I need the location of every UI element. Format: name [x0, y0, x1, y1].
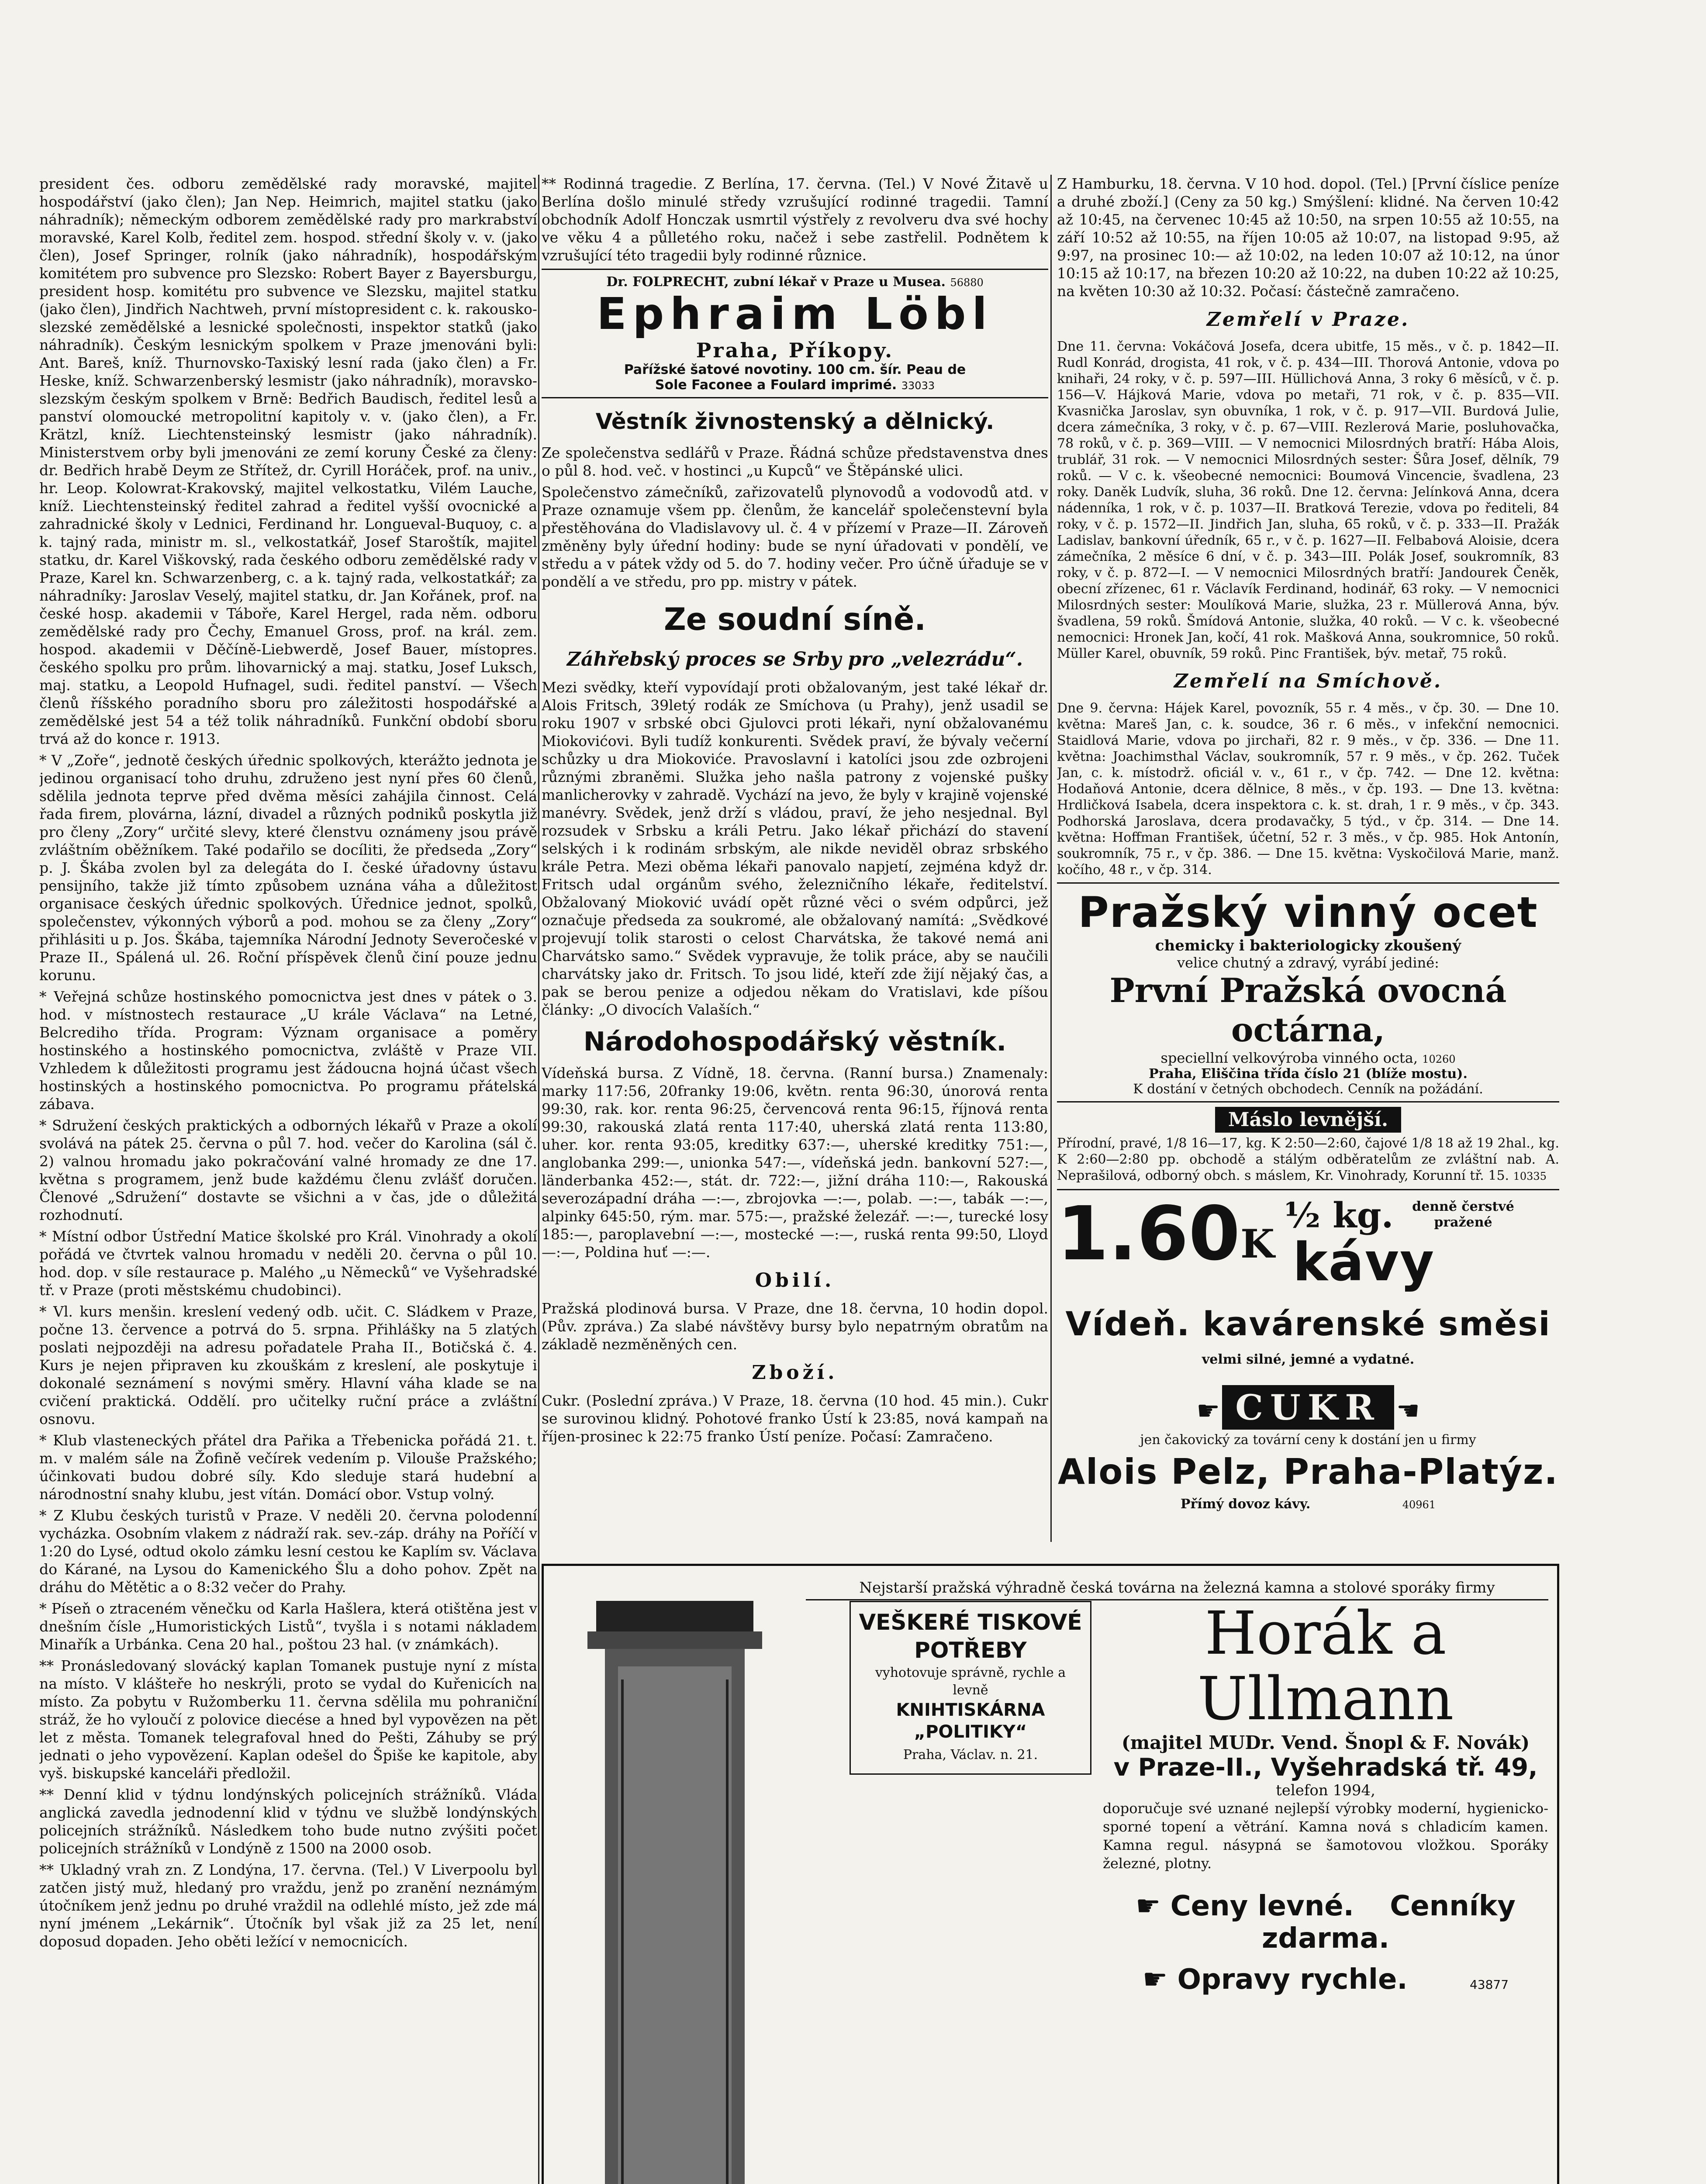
ephraim-name: Ephraim Löbl	[597, 288, 993, 339]
article-paragraph: Vídeňská bursa. Z Vídně, 18. června. (Ranní bursa.) Znamenaly: marky 117:56, 20franky 19:06, květn. renta 96:30, únorová renta 99:30, rak. kor. renta 96:25, červencová renta 96:15, říjnová renta 99:30, rakouská zlatá renta 117:40, uherská zlatá renta 113:80, uher. kor. renta 93:05, kreditky 637:—, uherské kreditky 751:—, anglobanka 299:—, unionka 547:—, vídeňská jedn. bankovní 527:—, länderbanka 452:—, stát. dr. 722:—, jižní dráha 110:—, Rakouská severozápadní dráha —:—, zbrojovka —:—, polab. —:—, tabák —:—, alpinky 645:50, rým. mar. 575:—, pražské železář. —:—, turecké losy 185:—, paroplavební —:—, mostecké —:—, ruská renta 99:50, Lloyd —:—, Poldina huť —:—.	[542, 1064, 1048, 1261]
article-paragraph: * Sdružení českých praktických a odborných lékařů v Praze a okolí svolává na pátek 25. června o půl 7. hod. večer do Karolina (sál č. 2) valnou hromadu jako pokračování valné hromady ze dne 17. května s programem, jenž bude každému členu zvlášť doručen. Členové „Sdružení“ dostavte se všichni a v čas, jde o důležitá rozhodnutí.	[39, 1117, 537, 1223]
stove-illustration	[561, 1592, 788, 2184]
kava-ad	[1057, 1191, 1559, 1382]
ocet-line: chemicky i bakteriologicky zkoušený	[1155, 937, 1461, 954]
folprecht-ad	[542, 274, 1048, 290]
stove-address: v Praze-II., Vyšehradská tř. 49,	[1113, 1753, 1538, 1782]
ocet-firm: První Pražská ovocná octárna,	[1109, 971, 1507, 1049]
smesi-title: Vídeň. kavárenské směsi	[1065, 1304, 1551, 1343]
stove-ceny: Ceny levné.	[1170, 1890, 1354, 1922]
ocet-line: velice chutný a zdravý, vyrábí jediné:	[1177, 954, 1439, 971]
ephraim-ad	[542, 290, 1048, 393]
ephraim-address: Praha, Příkopy.	[696, 339, 894, 362]
article-paragraph: * V „Zoře“, jednotě českých úřednic spolkových, kterážto jednota je jedinou organisací toho druhu, združeno jest nyní přes 60 členů, sdělila jednota teprve před dvěma měsíci zahájila činnost. Celá řada firem, plovárna, lázní, divadel a různých podniků poskytla již pro členy „Zory“ určité slevy, které členstvu oznámeny jsou právě zvláštním oběžníkem. Také podařilo se docíliti, že předseda „Zory“ p. J. Škába zvolen byl za delegáta do I. české úřadovny ústavu pensijního, takže již tímto způsobem uznána váha a důležitost organisace českých úřednic spolkových. Úřednice jednot, spolků, společenstev, výkonných výborů a pod. mohou se za členy „Zory“ přihlásiti u p. Jos. Škába, tajemníka Národní Jednoty Severočeské v Praze II., Spálená ul. 26. Roční příspěvek členů činí pouze jednu korunu.	[39, 752, 537, 984]
kava-price: 1.60	[1057, 1191, 1240, 1277]
kava-weight: ½ kg.	[1284, 1195, 1394, 1236]
pelz-row	[1057, 1496, 1559, 1512]
article-paragraph: * Z Klubu českých turistů v Praze. V neděli 20. června polodenní vycházka. Osobním vlakem z nádraží rak. sev.-záp. dráhy na Poříčí v 1:20 do Lysé, odtud okolo zámku lesní cestou ke Kaplím sv. Václava do Kárané, na Lysou do Kamenického Šlu a doho pohov. Zpět na dráhu do Mětětic a o 8:32 večer do Prahy.	[39, 1507, 537, 1596]
article-paragraph: * Veřejná schůze hostinského pomocnictva jest dnes v pátek o 3. hod. v místnostech restaurace „U krále Václava“ na Letné, Belcrediho třída. Program: Význam organisace a poměry hostinského a hostinského pomocnictva, zvláště v Praze VII. Vzhledem k důležitosti programu jest žádoucna hojná účast všech hostinských a hostinského pomocnictva. Po programu přátelská zábava.	[39, 988, 537, 1113]
divider	[1057, 882, 1559, 884]
ocet-title: Pražský vinný ocet	[1078, 888, 1538, 937]
ephraim-line: Pařížské šatové novotiny. 100 cm. šír. Peau de	[624, 362, 966, 377]
section-heading: Národohospodářský věstník.	[583, 1026, 1007, 1057]
cukr-text: jen čakovický za tovární ceny k dostání jen u firmy	[1140, 1432, 1476, 1448]
article-heading: Záhřebský proces se Srby pro „velezrádu“.	[566, 648, 1023, 670]
cukr-banner	[1057, 1385, 1559, 1430]
maslo-number: 10335	[1513, 1170, 1547, 1182]
article-paragraph: ** Pronásledovaný slovácký kaplan Tomanek pustuje nyní z místa na místo. V klášteře ho neskrýli, proto se vydal do Kuřenicích na místo. Za pobytu v Ružomberku 11. června sdělila mu pohraniční stráž, že ho vyloučí z polovice diecése a hned byl vypovězen na pět let z města. Tomanek telegrafoval hned do Pešti, Záhuby se prý jednati o jeho vypovězení. Kaplan odešel do Špiše ke kapitole, aby vyš. biskupské kanceláři předložil.	[39, 1657, 537, 1782]
article-paragraph: * Klub vlasteneckých přátel dra Pařika a Třebenicka pořádá 21. t. m. v malém sále na Žofině večírek vedením p. Vilouše Pražského; účinkovati budou dobré síly. Kdo sleduje stará hudební a národnostní snahy klubu, jest vítán. Domácí obor. Vstup volný.	[39, 1432, 537, 1503]
ocet-line: K dostání v četných obchodech. Cenník na požádání.	[1133, 1082, 1483, 1097]
print-box-address: Praha, Václav. n. 21.	[903, 1747, 1038, 1762]
section-heading: Ze soudní síně.	[663, 601, 926, 637]
ocet-line: Praha, Eliščina třída číslo 21 (blíže mostu).	[1149, 1066, 1468, 1082]
section-heading: Věstník živnostenský a dělnický.	[595, 409, 995, 434]
subsection-heading: Obilí.	[755, 1269, 835, 1292]
ocet-number: 10260	[1422, 1053, 1456, 1065]
ocet-line-row	[1057, 1050, 1559, 1066]
article-paragraph: * Místní odbor Ústřední Matice školské pro Král. Vinohrady a okolí pořádá ve čtvrtek valnou hromadu v neděli 20. června o půl 10. hod. dop. v síle restaurace p. Malého „u Německů“ ve Vyšehradské tř. v Praze (proti městskému chudobinci).	[39, 1228, 537, 1299]
print-box-firm: KNIHTISKÁRNA „POLITIKY“	[896, 1700, 1045, 1742]
stove-opravy: Opravy rychle.	[1177, 1963, 1408, 1996]
stove-ad-top-line: Nejstarší pražská výhradně česká továrna na železná kamna a stolové sporáky firmy	[806, 1579, 1548, 1600]
article-paragraph: Pražská plodinová bursa. V Praze, dne 18. června, 10 hodin dopol. (Pův. zpráva.) Za slabé návštěvy bursy bylo nepatrným obratům na základě nezměněných cen.	[542, 1300, 1048, 1353]
smesi-sub: velmi silné, jemné a vydatné.	[1202, 1352, 1415, 1367]
section-heading: Zemřelí v Praze.	[1206, 308, 1410, 331]
article-paragraph	[1057, 1135, 1559, 1185]
divider	[1057, 1189, 1559, 1190]
kava-word: kávy	[1293, 1232, 1435, 1293]
section-heading: Zemřelí na Smíchově.	[1174, 670, 1443, 692]
column-rule	[1050, 175, 1052, 1542]
article-paragraph: * Píseň o ztraceném věnečku od Karla Hašlera, která otištěna jest v dnešním čísle „Humoristických Listů“, tvyšla i s notami nákladem Minařík a Urbánka. Cena 20 hal., poštou 23 hal. (v známkách).	[39, 1600, 537, 1653]
maslo-heading-row	[1057, 1107, 1559, 1133]
ephraim-number: 33033	[901, 380, 935, 392]
kava-fresh: denně čerstvé pražené	[1412, 1199, 1514, 1230]
ocet-ad	[1057, 888, 1559, 1097]
column-rule	[538, 175, 539, 2184]
article-paragraph: Cukr. (Poslední zpráva.) V Praze, 18. června (10 hod. 45 min.). Cukr se surovinou klidný. Pohotové franko Ústí k 23:85, nová kampaň na říjen-prosinec k 22:75 franko Ústí peníze. Počasí: Zamračeno.	[542, 1392, 1048, 1445]
subsection-heading: Zboží.	[752, 1362, 838, 1384]
article-paragraph: Dne 11. června: Vokáčová Josefa, dcera ubitfe, 15 měs., v č. p. 1842—II. Rudl Konrád, drogista, 41 rok, v č. p. 434—III. Thorová Antonie, vdova po knihaři, 24 roky, v č. p. 597—III. Hüllichová Anna, 3 roky 6 měsíců, v č. p. 156—V. Hájková Marie, vdova po metaři, 71 rok, v č. p. 835—VII. Kvasnička Jaroslav, syn obuvníka, 1 rok, v č. p. 917—VII. Burdová Julie, dcera zámečníka, 3 roky, v č. p. 67—VIII. Rezlerová Marie, posluhovačka, 78 roků, v č. p. 369—VIII. — V nemocnici Milosrdných bratří: Hába Alois, trublář, 31 rok. — V nemocnici Milosrdných sester: Šůra Josef, dělník, 79 roků. — V c. k. všeobecné nemocnici: Boumová Vincencie, švadlena, 23 roky. Daněk Ludvík, sluha, 36 roků. Dne 12. června: Jelínková Anna, dcera nádenníka, 1 rok, v č. p. 1037—II. Bratková Terezie, vdova po řediteli, 84 roky, v č. p. 1572—II. Jindřich Jan, sluha, 65 roků, v č. p. 333—II. Pražák Ladislav, bankovní úředník, 65 r., v č. p. 1627—II. Felbabová Aloisie, dcera zámečníka, 2 měsíce 6 dní, v č. p. 343—III. Polák Josef, soukromník, 83 roky, v č. p. 872—I. — V nemocnici Milosrdných bratří: Jandourek Čeněk, obecní zřízenec, 61 r. Václavík Ferdinand, hodinář, 63 roky. — V nemocnici Milosrdných sester: Moulíková Marie, služka, 23 r. Müllerová Anna, býv. švadlena, 59 roků. Šmídová Antonie, služka, 40 roků. — V c. k. všeobecné nemocnici: Hronek Jan, kočí, 41 rok. Mašková Anna, soukromnice, 50 roků. Müller Karel, obuvník, 59 roků. Pinc František, býv. metař, 75 roků.	[1057, 339, 1559, 661]
article-paragraph: Ze společenstva sedlářů v Praze. Řádná schůze představenstva dnes o půl 8. hod. več. v hostinci „u Kupců“ ve Štěpánské ulici.	[542, 444, 1048, 479]
ephraim-line: Sole Faconee a Foulard imprimé.	[655, 377, 897, 393]
folprecht-text: Dr. FOLPRECHT, zubní lékař v Praze u Musea.	[606, 274, 946, 290]
stove-description: doporučuje své uznané nejlepší výrobky moderní, hygienicko-sporné topení a větrání. Kamna nová s chladicím kamen. Kamna regul. násypná se šamotovou vložkou. Sporáky železné, plotny.	[1103, 1800, 1548, 1872]
pelz-number: 40961	[1402, 1499, 1436, 1511]
kava-currency: K	[1240, 1221, 1275, 1267]
pointing-hand-icon: ☛	[1196, 1396, 1220, 1426]
print-box-title: VEŠKERÉ TISKOVÉ POTŘEBY	[859, 1610, 1082, 1663]
cukr-ad	[1057, 1385, 1559, 1512]
article-paragraph: * Vl. kurs menšin. kreslení vedený odb. učit. C. Sládkem v Praze, počne 13. července a potrvá do 5. srpna. Přihlášky na 5 zlatých poslati nejpozději na adresu pořadatele Praha II., Botičská č. 4. Kurs je nejen připraven ku zkouškám z kreslení, ale poskytuje i dokonalé seznámení s novými směry. Hlavní váha klade se na cvičení praktická. Oddělí. pro učitelky ruční práce a zvláštní osnovu.	[39, 1303, 537, 1427]
article-paragraph: president čes. odboru zemědělské rady moravské, majitel hospodářství (jako člen); Jan Nep. Heimrich, majitel statku (jako náhradník); německým odborem zemědělské rady pro markrabství moravské, Karel Kolb, ředitel zem. hospod. střední školy v. v. (jako člen), Josef Springer, rolník (jako náhradník), hospodářským komitétem pro subvence pro Slezsko: Robert Bayer z Bayersburgu, president hosp. komitétu pro subvence ve Slezsku, majitel statku (jako člen), Jindřich Nachtweh, první místopresident c. k. rakousko-slezské zemědělské a lesnické společnosti, inspektor statků (jako náhradník). Českým lesnickým spolkem v Praze jmenováni byli: Ant. Bareš, kníž. Thurnovsko-Taxiský lesní rada (jako člen) a Fr. Heske, kníž. Schwarzenberský lesmistr (jako náhradník), moravsko-slezským českým spolkem v Brně: Bedřich Baudisch, ředitel lesů a panství olomoucké metropolitní kapitoly v. v. (jako člen), a Fr. Krätzl, kníž. Liechtensteinský lesmistr (jako náhradník). Ministerstvem orby byli jmenováni ze zemí koruny České za členy: dr. Bedřich hrabě Deym ze Střítež, dr. Cyrill Horáček, prof. na univ., hr. Leop. Kolowrat-Krakovský, majitel velkostatku, Vilém Lauche, kníž. Liechtensteinský ředitel zahrad a ředitel vyšší ovocnické a zahradnické školy v Lednici, Ferdinand hr. Longueval-Buquoy, c. a k. tajný rada, ministr m. sl., velkostatkář, Josef Staroštík, majitel statku, dr. Karel Viškovský, rada českého odboru zemědělské rady v Praze, Karel kn. Schwarzenberg, c. a k. tajný rada, velkostatkář; za náhradníky: Jaroslav Veselý, majitel statku, dr. Jan Kořánek, prof. na české hosp. akademii v Táboře, Karel Hergel, rada něm. odboru zemědělské rady pro Čechy, Emanuel Gross, prof. na král. zem. hospod. akademii v Děčíně-Liebwerdě, Josef Bauer, místopres. českého spolku pro prům. lihovarnický a maj. statku, Josef Luksch, maj. statku, a Leopold Hufnagel, sudi. ředitel panství. — Všech členů říšského poradního sboru pro záležitosti hospodářské a zemědělské jest 54 a též tolik náhradníků. Funkční období sboru trvá až do konce r. 1913.	[39, 175, 537, 747]
column-1	[39, 175, 537, 2184]
pelz-sub: Přímý dovoz kávy.	[1180, 1496, 1311, 1512]
print-box	[850, 1601, 1091, 1775]
stove-number: 43877	[1469, 1977, 1509, 1992]
stove-opravy-row	[1103, 1963, 1548, 1996]
stove-ad-main	[1103, 1601, 1548, 1996]
stove-phone: telefon 1994,	[1276, 1782, 1375, 1799]
divider	[542, 397, 1048, 398]
article-paragraph: ** Rodinná tragedie. Z Berlína, 17. června. (Tel.) V Nové Žitavě u Berlína došlo minulé středy vzrušující rodinné tragedii. Tamní obchodník Adolf Honczak usmrtil výstřely z revolveru dva své hochy ve věku 4 a půlletého roku, načež i sebe zastřelil. Podnětem k vzrušující této tragedii byly rodinné různice.	[542, 175, 1048, 264]
stove-owners: (majitel MUDr. Vend. Šnopl & F. Novák)	[1121, 1732, 1530, 1753]
maslo-text: Přírodní, pravé, 1/8 16—17, kg. K 2:50—2:60, čajové 1/8 18 až 19 2hal., kg. K 2:60—2:80 pp. obchodě a stálým odběratelům ze zvláštní nab. A. Neprašilová, odborný obch. s máslem, Kr. Vinohrady, Korunní tř. 15.	[1057, 1136, 1559, 1183]
column-2	[542, 175, 1048, 1529]
stove-ceny-row	[1103, 1890, 1548, 1955]
stove-cenniky: Cenníky zdarma.	[1262, 1890, 1516, 1955]
article-paragraph: Dne 9. června: Hájek Karel, povozník, 55 r. 4 měs., v čp. 30. — Dne 10. května: Mareš Jan, c. k. soudce, 36 r. 6 měs., v infekční nemocnici. Staidlová Marie, vdova po jirchaři, 82 r. 9 měs., v čp. 336. — Dne 11. května: Joachimsthal Václav, soukromník, 57 r. 9 měs., v čp. 262. Tuček Jan, c. k. místodrž. oficiál v. v., 61 r., v čp. 742. — Dne 12. května: Hodaňová Antonie, dcera dělnice, 8 měs., v čp. 193. — Dne 13. května: Hrdličková Isabela, dcera inspektora c. k. st. drah, 1 r. 9 měs., v čp. 343. Podhorská Jaroslava, dcera prodavačky, 5 týd., v čp. 314. — Dne 14. května: Hoffman František, účetní, 52 r. 3 měs., v čp. 985. Hok Antonín, soukromník, 75 r., v čp. 386. — Dne 15. května: Vyskočilová Marie, manž. kočího, 48 r., v čp. 314.	[1057, 701, 1559, 878]
print-box-sub: vyhotovuje správně, rychle a levně	[875, 1665, 1066, 1698]
divider	[1057, 1101, 1559, 1102]
ocet-line: speciellní velkovýroba vinného octa,	[1160, 1050, 1418, 1066]
article-paragraph: Z Hamburku, 18. června. V 10 hod. dopol. (Tel.) [První číslice peníze a druhé zboží.] (Ceny za 50 kg.) Smýšlení: klidné. Na červen 10:42 až 10:45, na červenec 10:45 až 10:50, na srpen 10:55 až 10:55, na září 10:52 až 10:55, na říjen 10:05 až 10:07, na listopad 9:95, až 9:97, na prosinec 10:— až 10:02, na leden 10:07 až 10:12, na únor 10:15 až 10:17, na březen 10:20 až 10:22, na duben 10:22 až 10:25, na květen 10:30 až 10:32. Počasí: částečně zamračeno.	[1057, 175, 1559, 300]
article-paragraph: ** Denní klid v týdnu londýnských policejních strážníků. Vláda anglická zavedla jednodenní klid v týdnu ve službě londýnských policejních strážníků. Následkem toho bude nutno zvýšiti počet policejních strážníků v Londýně z 1500 na 2000 osob.	[39, 1786, 537, 1857]
maslo-heading: Máslo levnější.	[1215, 1107, 1401, 1133]
cukr-title: CUKR	[1222, 1385, 1394, 1430]
pointing-hand-icon: ☛	[1136, 1890, 1161, 1922]
article-paragraph: Mezi svědky, kteří vypovídají proti obžalovaným, jest také lékař dr. Alois Fritsch, 39letý rodák ze Smíchova (u Prahy), jenž usadil se roku 1907 v srbské obci Gjulovci proti lékaři, nyní obžalovanému Miokovićovi. Byli tudíž konkurenti. Svědek praví, že bývaly večerní schůzky u dra Miokoviće. Pravoslavní i katolíci jsou zde ozbrojeni různými zbraněmi. Služka jeho našla patrony z vojenské pušky manlicherovky v zahradě. Vychází na jevo, že byly v krajině vojenské manévry. Svědek, jenž drží s vládou, praví, že jeho nesjednal. Byl rozsudek v Srbsku a králi Petru. Jako lékař přichází do stavení selských i k rodinám srbským, ale nikde neviděl obraz srbského krále Petra. Mezi oběma lékaři panovalo napjetí, zejména když dr. Fritsch udal orgánům svého, železničního lékaře, ředitelství. Obžalovaný Mioković uvádí opět různé věci o svém odpůrci, jež označuje předseda za soukromé, ale obžalovaný namítá: „Svědkové projevují tolik starosti o celost Charvátska, že takové nemá ani Charvátsko samo.“ Svědek vypravuje, že tolik práce, aby se naučili charvátsky jako dr. Fritsch. To jsou lidé, kteří zde žijí nějaký čas, a pak se berou penize a odjedou někam do Vratislavi, kde píšou články: „O divocích Valaších.“	[542, 679, 1048, 1018]
stove-firm: Horák a Ullmann	[1197, 1599, 1454, 1734]
article-paragraph: Společenstvo zámečníků, zařizovatelů plynovodů a vodovodů atd. v Praze oznamuje všem pp. členům, že kancelář společenstevní byla přestěhována do Vladislavovy ul. č. 4 v přízemí v Praze—II. Zároveň změněny byly úřední hodiny: bude se nyní úřadovati v pondělí, ve středu a v pátek vždy od 5. do 7. hodiny večer. Pro účně úřaduje se v pondělí a ve středu, pro pp. mistry v pátek.	[542, 484, 1048, 590]
pelz-firm: Alois Pelz, Praha-Platýz.	[1058, 1451, 1558, 1492]
article-paragraph: ** Ukladný vrah zn. Z Londýna, 17. června. (Tel.) V Liverpoolu byl zatčen jistý muž, hledaný pro vraždu, jenž po zranění neznámým útočníkem jenž jednu po druhé vraždil na odlehlé místo, jež zde má nyní jménem „Lekárnik“. Útočník byl však již za 25 let, není doposud dopaden. Jeho oběti ležící v nemocnicích.	[39, 1861, 537, 1950]
divider	[542, 269, 1048, 270]
folprecht-number: 56880	[950, 276, 984, 289]
stove-advertisement	[542, 1564, 1559, 2184]
pointing-hand-icon: ☛	[1142, 1963, 1168, 1996]
ephraim-line-row	[542, 377, 1048, 393]
pointing-hand-icon: ☛	[1396, 1396, 1420, 1426]
